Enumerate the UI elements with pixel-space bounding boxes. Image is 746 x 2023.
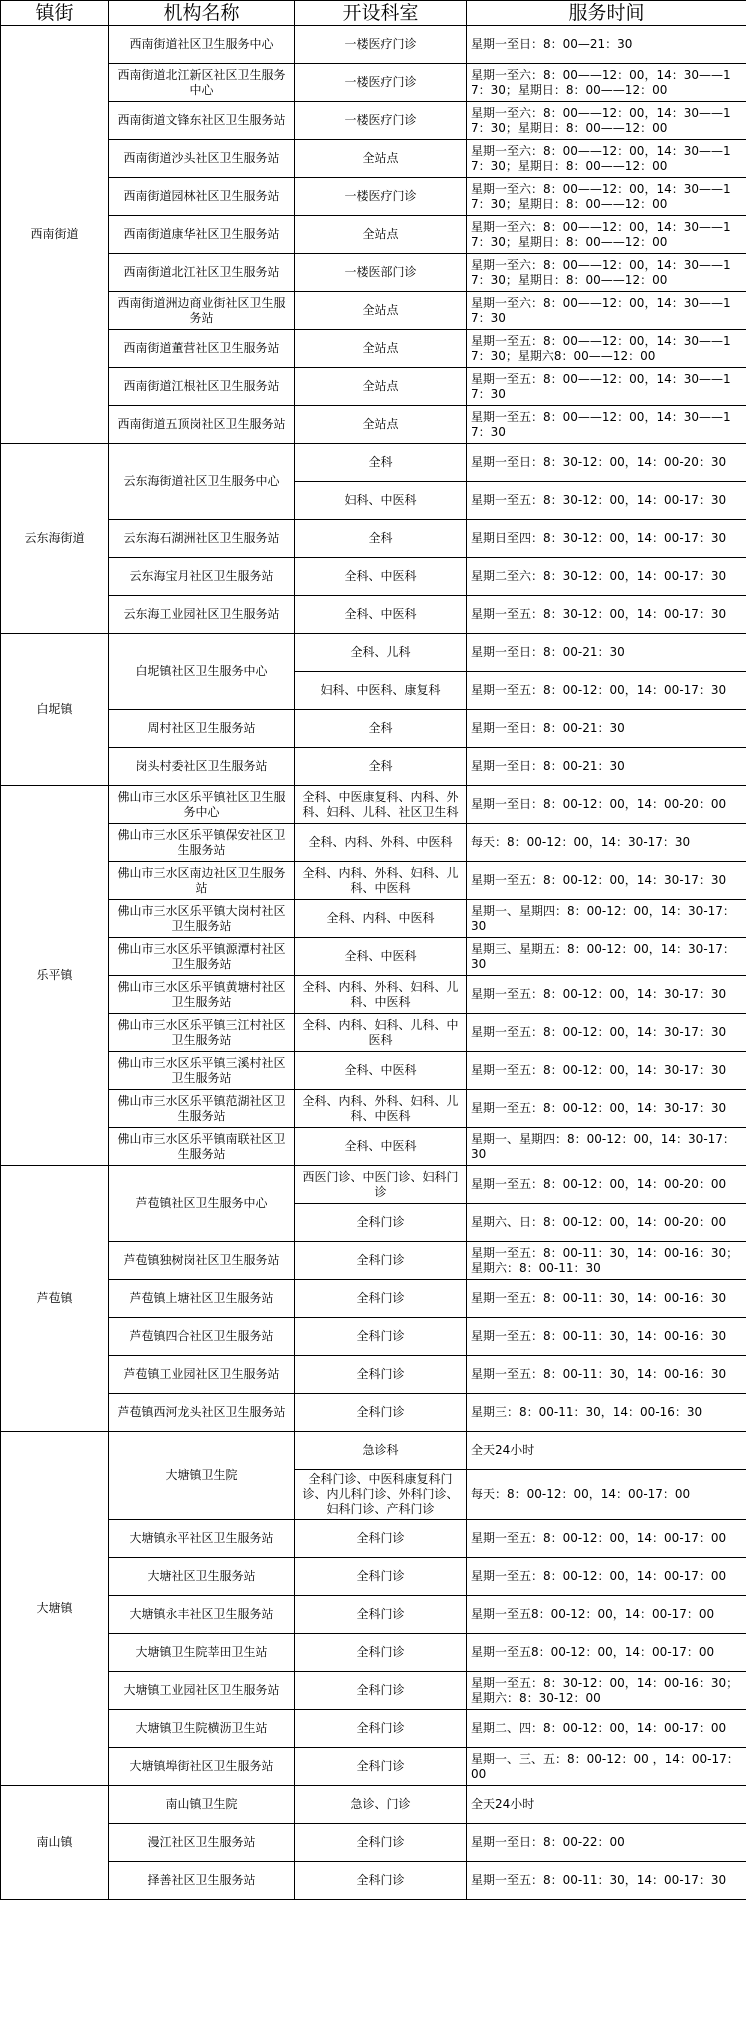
table-row (1, 1862, 746, 1900)
table-row (1, 216, 746, 254)
institution-cell: 西南街道社区卫生服务中心 (109, 26, 295, 64)
town-cell: 大塘镇 (1, 1432, 109, 1786)
hours-cell: 星期一至六：8：00——12：00，14：30——17：30；星期日：8：00——12：00 (467, 64, 746, 102)
town-cell: 乐平镇 (1, 786, 109, 1166)
table-row (1, 102, 746, 140)
department-cell: 全科门诊 (295, 1520, 467, 1558)
department-cell: 全科 (295, 710, 467, 748)
institution-cell: 大塘镇工业园社区卫生服务站 (109, 1672, 295, 1710)
hours-cell: 星期一至日：8：00-21：30 (467, 748, 746, 786)
hours-cell: 星期一至六：8：00——12：00，14：30——17：30；星期日：8：00——12：00 (467, 102, 746, 140)
institution-cell: 西南街道北江新区社区卫生服务中心 (109, 64, 295, 102)
hours-cell: 每天：8：00-12：00，14：30-17：30 (467, 824, 746, 862)
department-cell: 全科 (295, 748, 467, 786)
institution-cell: 芦苞镇四合社区卫生服务站 (109, 1318, 295, 1356)
hours-cell: 星期一至五：8：00-12：00，14：30-17：30 (467, 1090, 746, 1128)
hours-cell: 全天24小时 (467, 1432, 746, 1470)
department-cell: 全科、内科、外科、中医科 (295, 824, 467, 862)
department-cell: 全科、中医康复科、内科、外科、妇科、儿科、社区卫生科 (295, 786, 467, 824)
department-cell: 急诊科 (295, 1432, 467, 1470)
hours-cell: 星期一、三、五：8：00-12：00 ，14：00-17：00 (467, 1748, 746, 1786)
hours-cell: 星期一至五8：00-12：00，14：00-17：00 (467, 1596, 746, 1634)
table-row (1, 140, 746, 178)
department-cell: 全科门诊 (295, 1672, 467, 1710)
department-cell: 全科门诊 (295, 1596, 467, 1634)
institution-cell: 西南街道康华社区卫生服务站 (109, 216, 295, 254)
department-cell: 全科、中医科 (295, 1052, 467, 1090)
institution-cell: 大塘社区卫生服务站 (109, 1558, 295, 1596)
town-cell: 白坭镇 (1, 634, 109, 786)
table-row (1, 1356, 746, 1394)
table-row (1, 292, 746, 330)
hours-cell: 星期一至六：8：00——12：00，14：30——17：30；星期日：8：00——12：00 (467, 140, 746, 178)
department-cell: 全站点 (295, 216, 467, 254)
hours-cell: 星期一至五：8：30-12：00，14：00-17：30 (467, 482, 746, 520)
department-cell: 全科、中医科 (295, 558, 467, 596)
hours-cell: 星期三：8：00-11：30，14：00-16：30 (467, 1394, 746, 1432)
institution-cell: 漫江社区卫生服务站 (109, 1824, 295, 1862)
header-town: 镇街 (1, 1, 109, 26)
institution-cell: 云东海街道社区卫生服务中心 (109, 444, 295, 520)
institution-cell: 佛山市三水区乐平镇黄塘村社区卫生服务站 (109, 976, 295, 1014)
table-row (1, 406, 746, 444)
institution-cell: 大塘镇永平社区卫生服务站 (109, 1520, 295, 1558)
hours-cell: 星期一至日：8：00-22：00 (467, 1824, 746, 1862)
institution-cell: 西南街道五顶岗社区卫生服务站 (109, 406, 295, 444)
department-cell: 一楼医疗门诊 (295, 102, 467, 140)
table-row (1, 786, 746, 824)
department-cell: 全站点 (295, 368, 467, 406)
institution-cell: 佛山市三水区乐平镇三江村社区卫生服务站 (109, 1014, 295, 1052)
department-cell: 全科、内科、外科、妇科、儿科、中医科 (295, 976, 467, 1014)
table-row (1, 1596, 746, 1634)
institution-cell: 云东海石湖洲社区卫生服务站 (109, 520, 295, 558)
table-row (1, 596, 746, 634)
department-cell: 全站点 (295, 330, 467, 368)
department-cell: 全科门诊 (295, 1394, 467, 1432)
table-row (1, 1432, 746, 1470)
department-cell: 全科 (295, 444, 467, 482)
hours-cell: 星期一至五：8：30-12：00，14：00-17：30 (467, 596, 746, 634)
table-row (1, 178, 746, 216)
hours-cell: 星期一至六：8：00——12：00，14：30——17：30；星期日：8：00——12：00 (467, 178, 746, 216)
table-row (1, 254, 746, 292)
institution-cell: 佛山市三水区乐平镇三溪村社区卫生服务站 (109, 1052, 295, 1090)
town-cell: 云东海街道 (1, 444, 109, 634)
department-cell: 全科、中医科 (295, 938, 467, 976)
table-row (1, 1558, 746, 1596)
institution-cell: 大塘镇卫生院 (109, 1432, 295, 1520)
table-row (1, 1052, 746, 1090)
department-cell: 全科门诊 (295, 1710, 467, 1748)
table-row (1, 1128, 746, 1166)
hours-cell: 星期一、星期四：8：00-12：00，14：30-17：30 (467, 1128, 746, 1166)
hours-cell: 星期二、四：8：00-12：00，14：00-17：00 (467, 1710, 746, 1748)
hours-cell: 星期一至日：8：00-12：00，14：00-20：00 (467, 786, 746, 824)
department-cell: 西医门诊、中医门诊、妇科门诊 (295, 1166, 467, 1204)
hours-cell: 星期一至日：8：00-21：30 (467, 710, 746, 748)
table-row (1, 900, 746, 938)
department-cell: 全科、内科、外科、妇科、儿科、中医科 (295, 1090, 467, 1128)
table-row (1, 330, 746, 368)
department-cell: 全科门诊 (295, 1862, 467, 1900)
header-hours: 服务时间 (467, 1, 746, 26)
institution-cell: 南山镇卫生院 (109, 1786, 295, 1824)
hours-cell: 星期一至五：8：00-12：00，14：30-17：30 (467, 976, 746, 1014)
hours-cell: 星期一至五：8：00-12：00，14：30-17：30 (467, 862, 746, 900)
department-cell: 全科门诊 (295, 1280, 467, 1318)
hours-cell: 星期一至六：8：00——12：00，14：30——17：30；星期日：8：00——12：00 (467, 254, 746, 292)
table-row (1, 1748, 746, 1786)
hours-cell: 每天：8：00-12：00，14：00-17：00 (467, 1470, 746, 1520)
table-row (1, 26, 746, 64)
institution-cell: 西南街道董营社区卫生服务站 (109, 330, 295, 368)
table-row (1, 1672, 746, 1710)
department-cell: 全科门诊 (295, 1318, 467, 1356)
hours-cell: 星期一至五：8：30-12：00，14：00-16：30；星期六：8：30-12：00 (467, 1672, 746, 1710)
institution-cell: 芦苞镇工业园社区卫生服务站 (109, 1356, 295, 1394)
hours-cell: 星期一至日：8：00-21：30 (467, 634, 746, 672)
department-cell: 全科门诊 (295, 1748, 467, 1786)
institution-cell: 大塘镇卫生院横沥卫生站 (109, 1710, 295, 1748)
hours-cell: 星期一至五：8：00-12：00，14：00-17：00 (467, 1520, 746, 1558)
hours-cell: 星期一至六：8：00——12：00，14：30——17：30 (467, 292, 746, 330)
table-row (1, 938, 746, 976)
hours-cell: 全天24小时 (467, 1786, 746, 1824)
department-cell: 全科门诊 (295, 1558, 467, 1596)
institution-cell: 西南街道园林社区卫生服务站 (109, 178, 295, 216)
table-row (1, 1394, 746, 1432)
institution-cell: 大塘镇永丰社区卫生服务站 (109, 1596, 295, 1634)
table-row (1, 748, 746, 786)
institution-cell: 芦苞镇独树岗社区卫生服务站 (109, 1242, 295, 1280)
table-row (1, 444, 746, 482)
department-cell: 一楼医疗门诊 (295, 26, 467, 64)
department-cell: 妇科、中医科 (295, 482, 467, 520)
hours-cell: 星期一至五：8：00——12：00，14：30——17：30 (467, 368, 746, 406)
hours-cell: 星期六、日：8：00-12：00，14：00-20：00 (467, 1204, 746, 1242)
department-cell: 全科、内科、外科、妇科、儿科、中医科 (295, 862, 467, 900)
department-cell: 全科、儿科 (295, 634, 467, 672)
institution-cell: 云东海宝月社区卫生服务站 (109, 558, 295, 596)
hours-cell: 星期一至五：8：00-12：00，14：00-17：00 (467, 1558, 746, 1596)
hours-cell: 星期一至五：8：00-12：00，14：30-17：30 (467, 1052, 746, 1090)
hours-cell: 星期一至五：8：00-11：30，14：00-16：30；星期六：8：00-11：30 (467, 1242, 746, 1280)
table-row (1, 1242, 746, 1280)
department-cell: 全站点 (295, 292, 467, 330)
institution-cell: 佛山市三水区乐平镇社区卫生服务中心 (109, 786, 295, 824)
town-cell: 西南街道 (1, 26, 109, 444)
institution-cell: 佛山市三水区乐平镇大岗村社区卫生服务站 (109, 900, 295, 938)
hours-cell: 星期一至日：8：00—21：30 (467, 26, 746, 64)
department-cell: 妇科、中医科、康复科 (295, 672, 467, 710)
hours-cell: 星期一至五：8：00——12：00，14：30——17：30 (467, 406, 746, 444)
table-row (1, 368, 746, 406)
department-cell: 全站点 (295, 140, 467, 178)
department-cell: 一楼医部门诊 (295, 254, 467, 292)
department-cell: 全科 (295, 520, 467, 558)
institution-cell: 周村社区卫生服务站 (109, 710, 295, 748)
hours-cell: 星期一至五：8：00-11：30，14：00-17：30 (467, 1862, 746, 1900)
hours-cell: 星期一至五：8：00-11：30，14：00-16：30 (467, 1318, 746, 1356)
table-row (1, 1710, 746, 1748)
department-cell: 一楼医疗门诊 (295, 178, 467, 216)
department-cell: 全科、中医科 (295, 1128, 467, 1166)
table-row (1, 1166, 746, 1204)
table-row (1, 1786, 746, 1824)
table-row (1, 862, 746, 900)
hours-cell: 星期一至五：8：00-11：30，14：00-16：30 (467, 1356, 746, 1394)
institution-cell: 佛山市三水区乐平镇范湖社区卫生服务站 (109, 1090, 295, 1128)
table-row (1, 1634, 746, 1672)
town-cell: 芦苞镇 (1, 1166, 109, 1432)
header-department: 开设科室 (295, 1, 467, 26)
hours-cell: 星期一至五8：00-12：00，14：00-17：00 (467, 1634, 746, 1672)
department-cell: 一楼医疗门诊 (295, 64, 467, 102)
header-institution: 机构名称 (109, 1, 295, 26)
institution-cell: 大塘镇埠街社区卫生服务站 (109, 1748, 295, 1786)
department-cell: 急诊、门诊 (295, 1786, 467, 1824)
table-row (1, 1520, 746, 1558)
header-row (1, 1, 746, 26)
institution-cell: 择善社区卫生服务站 (109, 1862, 295, 1900)
town-cell: 南山镇 (1, 1786, 109, 1900)
hours-cell: 星期三、星期五：8：00-12：00，14：30-17：30 (467, 938, 746, 976)
hours-cell: 星期一至五：8：00-12：00，14：30-17：30 (467, 1014, 746, 1052)
table-row (1, 634, 746, 672)
hours-cell: 星期一至五：8：00-11：30，14：00-16：30 (467, 1280, 746, 1318)
institution-cell: 西南街道洲边商业街社区卫生服务站 (109, 292, 295, 330)
institution-cell: 白坭镇社区卫生服务中心 (109, 634, 295, 710)
hours-cell: 星期一至六：8：00——12：00，14：30——17：30；星期日：8：00——12：00 (467, 216, 746, 254)
hours-cell: 星期一至五：8：00-12：00，14：00-20：00 (467, 1166, 746, 1204)
institution-cell: 大塘镇卫生院莘田卫生站 (109, 1634, 295, 1672)
institution-cell: 西南街道沙头社区卫生服务站 (109, 140, 295, 178)
department-cell: 全科门诊 (295, 1634, 467, 1672)
table-row (1, 710, 746, 748)
department-cell: 全科、内科、中医科 (295, 900, 467, 938)
table-row (1, 1090, 746, 1128)
institution-cell: 西南街道江根社区卫生服务站 (109, 368, 295, 406)
institution-cell: 佛山市三水区乐平镇源潭村社区卫生服务站 (109, 938, 295, 976)
table-row (1, 64, 746, 102)
institution-cell: 佛山市三水区乐平镇南联社区卫生服务站 (109, 1128, 295, 1166)
institution-cell: 芦苞镇社区卫生服务中心 (109, 1166, 295, 1242)
hours-cell: 星期二至六：8：30-12：00，14：00-17：30 (467, 558, 746, 596)
table-row (1, 824, 746, 862)
table-row (1, 1318, 746, 1356)
institution-cell: 芦苞镇上塘社区卫生服务站 (109, 1280, 295, 1318)
institution-cell: 岗头村委社区卫生服务站 (109, 748, 295, 786)
department-cell: 全科门诊 (295, 1824, 467, 1862)
table-row (1, 520, 746, 558)
institution-cell: 西南街道文锋东社区卫生服务站 (109, 102, 295, 140)
table-row (1, 1280, 746, 1318)
institution-cell: 云东海工业园社区卫生服务站 (109, 596, 295, 634)
hours-cell: 星期一、星期四：8：00-12：00，14：30-17：30 (467, 900, 746, 938)
department-cell: 全科门诊 (295, 1204, 467, 1242)
institution-cell: 芦苞镇西河龙头社区卫生服务站 (109, 1394, 295, 1432)
table-body (1, 26, 746, 1900)
department-cell: 全站点 (295, 406, 467, 444)
table-row (1, 1014, 746, 1052)
hours-cell: 星期一至五：8：00——12：00，14：30——17：30；星期六8：00——12：00 (467, 330, 746, 368)
hours-cell: 星期一至日：8：30-12：00，14：00-20：30 (467, 444, 746, 482)
department-cell: 全科、中医科 (295, 596, 467, 634)
department-cell: 全科门诊 (295, 1242, 467, 1280)
department-cell: 全科门诊 (295, 1356, 467, 1394)
hours-cell: 星期日至四：8：30-12：00，14：00-17：30 (467, 520, 746, 558)
hours-cell: 星期一至五：8：00-12：00，14：00-17：30 (467, 672, 746, 710)
table-row (1, 976, 746, 1014)
table-row (1, 558, 746, 596)
institution-cell: 西南街道北江社区卫生服务站 (109, 254, 295, 292)
institution-cell: 佛山市三水区南边社区卫生服务站 (109, 862, 295, 900)
department-cell: 全科、内科、妇科、儿科、中医科 (295, 1014, 467, 1052)
institution-cell: 佛山市三水区乐平镇保安社区卫生服务站 (109, 824, 295, 862)
table-row (1, 1824, 746, 1862)
department-cell: 全科门诊、中医科康复科门诊、内儿科门诊、外科门诊、妇科门诊、产科门诊 (295, 1470, 467, 1520)
